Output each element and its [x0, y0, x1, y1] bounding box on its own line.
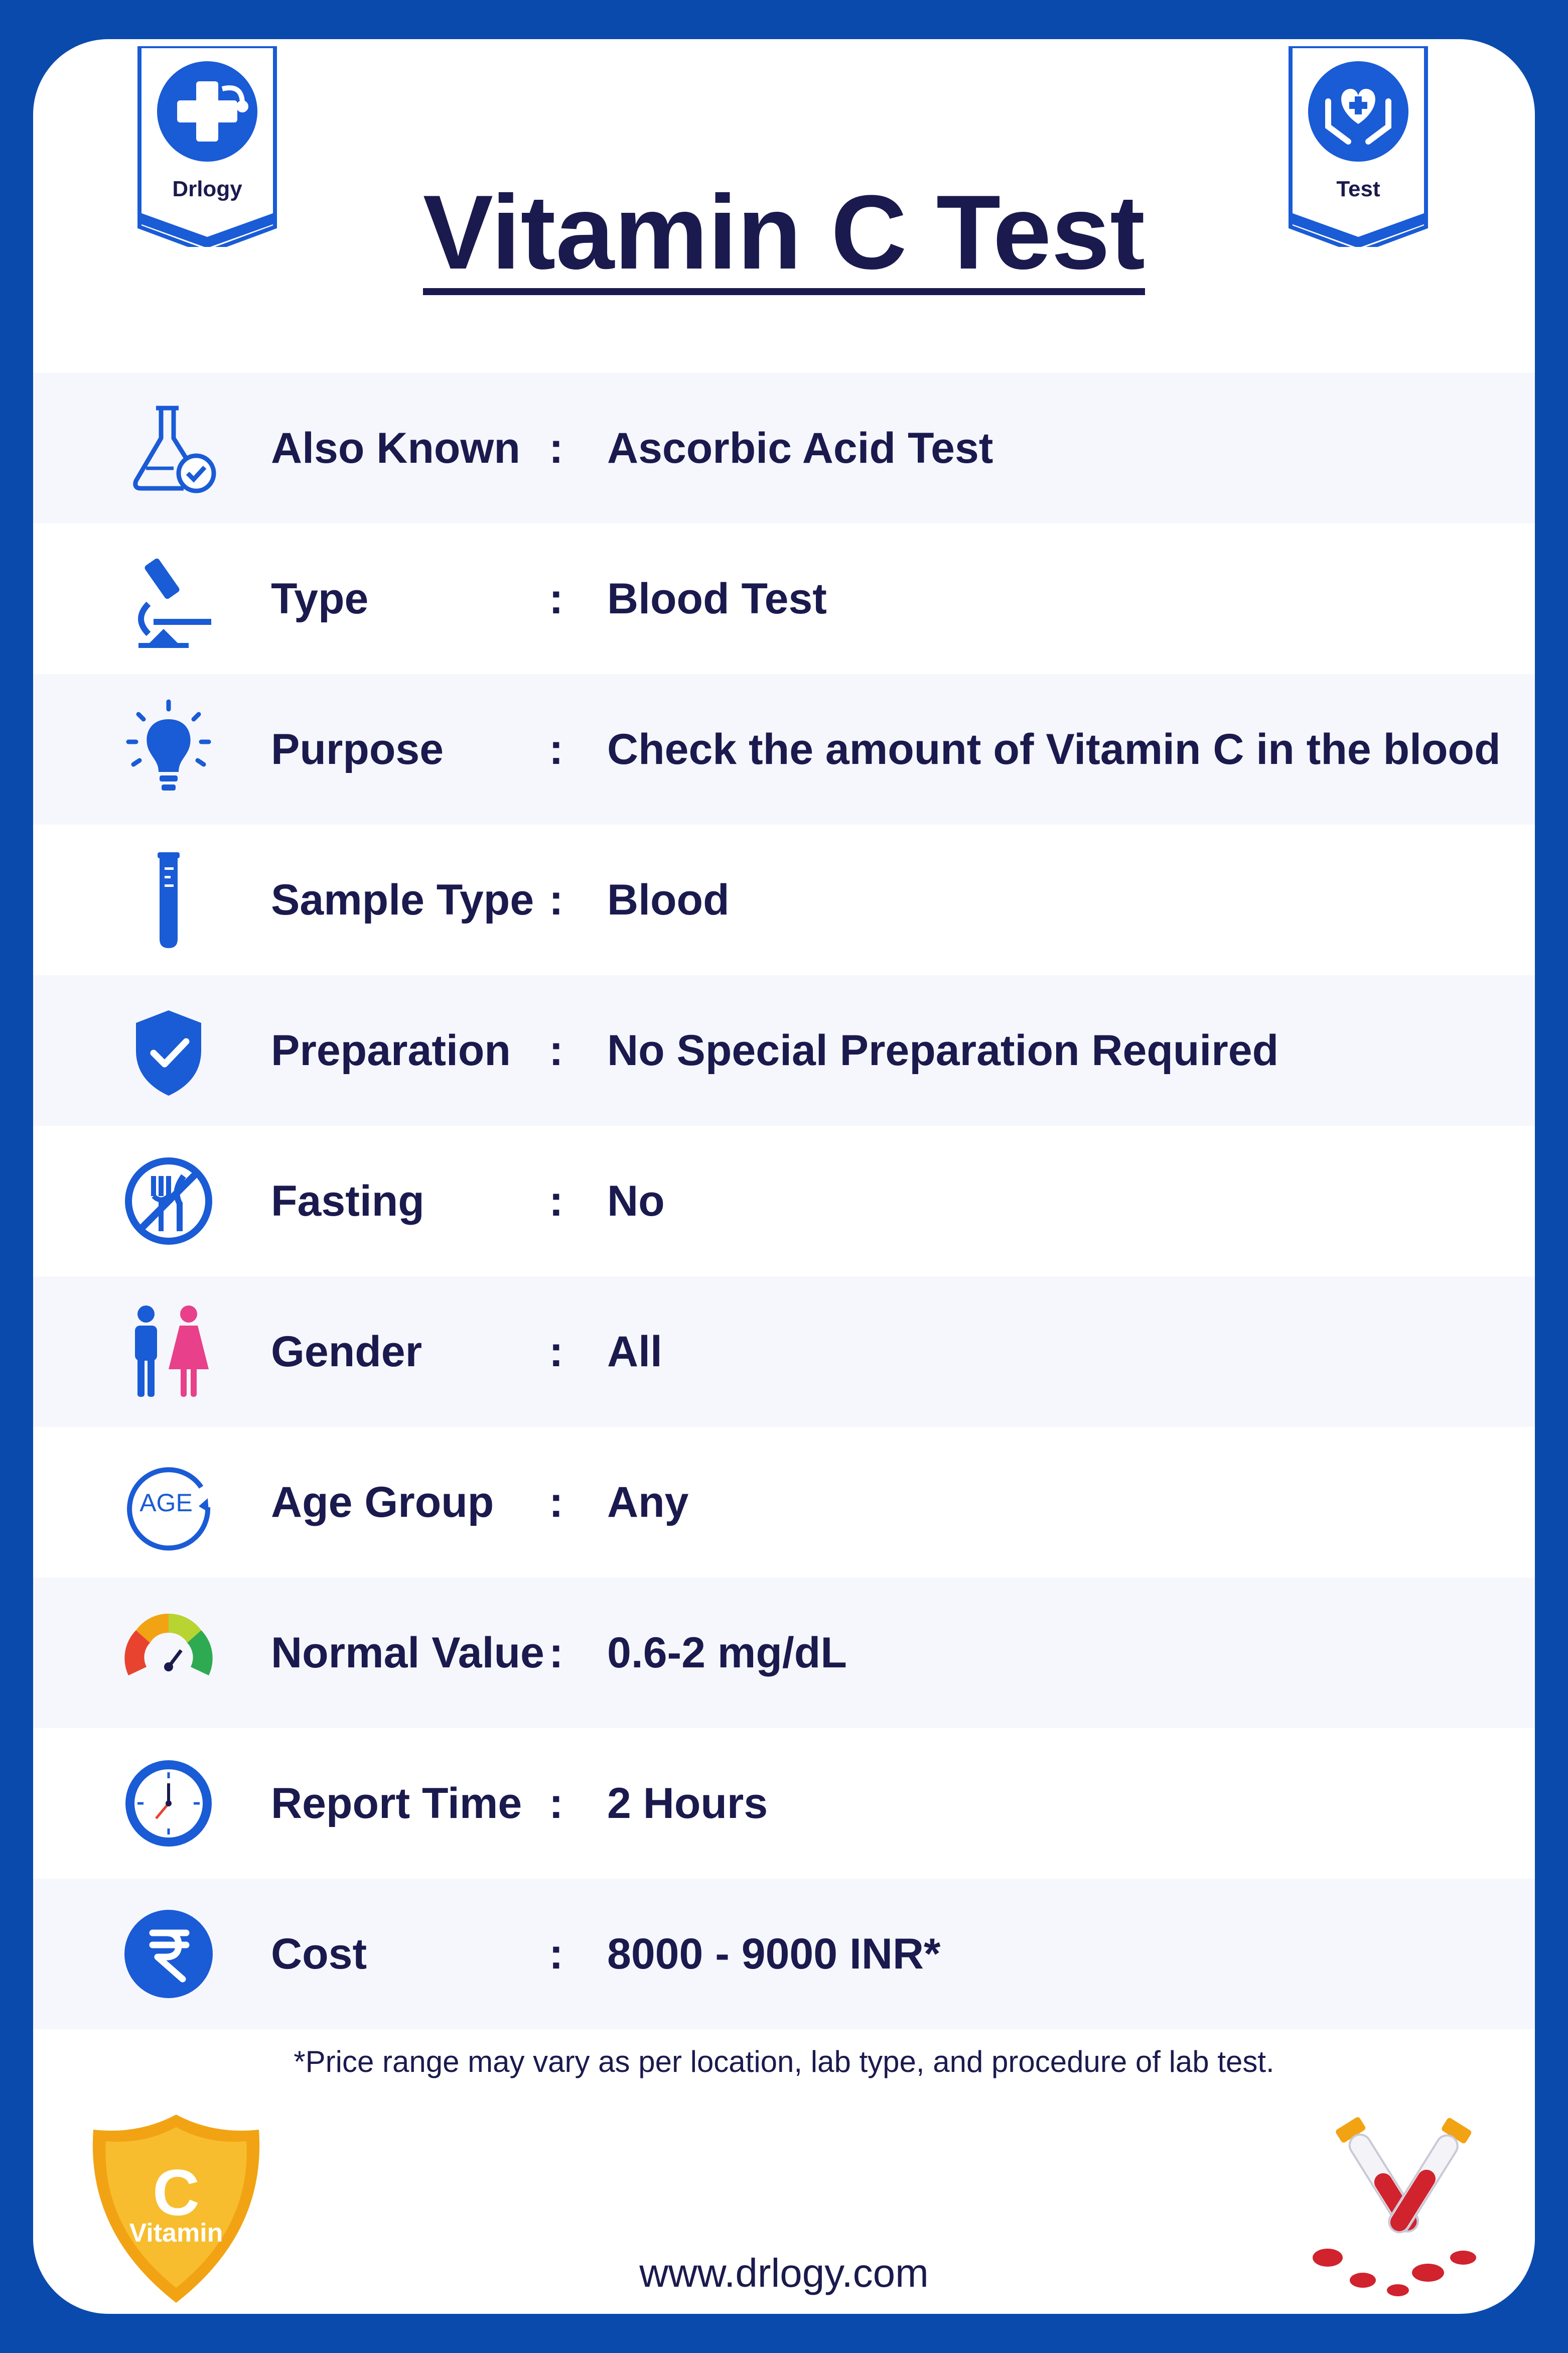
row-label: Preparation — [271, 1026, 511, 1075]
microscope-icon — [118, 549, 219, 649]
age-icon-text: AGE — [139, 1489, 193, 1517]
shield-check-icon — [118, 1000, 219, 1101]
row-value: 8000 - 9000 INR* — [607, 1930, 941, 1978]
row-colon: : — [549, 1629, 563, 1677]
row-also-known — [33, 373, 1535, 524]
shield-letter: C — [153, 2156, 200, 2229]
row-colon: : — [549, 575, 563, 623]
info-card — [33, 39, 1535, 2314]
price-footnote: *Price range may vary as per location, lab type, and procedure of lab test. — [294, 2045, 1274, 2078]
flask-check-icon — [118, 398, 219, 498]
row-colon: : — [549, 1478, 563, 1526]
row-label: Also Known — [271, 424, 520, 472]
row-sample-type — [33, 825, 1535, 975]
row-value: Ascorbic Acid Test — [607, 424, 993, 472]
row-preparation — [33, 975, 1535, 1126]
clock-icon — [118, 1753, 219, 1854]
row-purpose — [33, 674, 1535, 825]
row-type — [33, 524, 1535, 674]
row-value: No Special Preparation Required — [607, 1026, 1279, 1075]
row-cost — [33, 1879, 1535, 2029]
gauge-icon — [118, 1603, 219, 1703]
row-value: Check the amount of Vitamin C in the blood — [607, 725, 1501, 773]
row-value: 0.6-2 mg/dL — [607, 1629, 847, 1677]
badge-left-label: Drlogy — [172, 177, 242, 201]
row-label: Type — [271, 575, 369, 623]
row-label: Gender — [271, 1328, 422, 1376]
row-label: Age Group — [271, 1478, 494, 1526]
website-link[interactable]: www.drlogy.com — [639, 2251, 929, 2295]
row-label: Report Time — [271, 1779, 522, 1827]
info-rows — [33, 373, 1535, 2029]
row-colon: : — [549, 1779, 563, 1827]
row-colon: : — [549, 876, 563, 924]
row-label: Cost — [271, 1930, 367, 1978]
test-tube-icon — [118, 850, 219, 950]
row-label: Fasting — [271, 1177, 424, 1225]
row-colon: : — [549, 1328, 563, 1376]
row-value: Blood — [607, 876, 730, 924]
rupee-icon — [118, 1904, 219, 2004]
row-report-time — [33, 1728, 1535, 1879]
page-title — [33, 173, 1535, 295]
male-female-icon — [118, 1301, 219, 1402]
row-colon: : — [549, 1026, 563, 1075]
row-gender — [33, 1276, 1535, 1427]
row-normal-value — [33, 1578, 1535, 1728]
shield-word: Vitamin — [129, 2218, 223, 2248]
row-value: No — [607, 1177, 665, 1225]
blood-tubes-icon — [1298, 2107, 1508, 2308]
page-title-text: Vitamin C Test — [423, 180, 1145, 295]
badge-right-label: Test — [1336, 177, 1380, 201]
row-colon: : — [549, 424, 563, 472]
row-label: Purpose — [271, 725, 444, 773]
row-age-group — [33, 1427, 1535, 1578]
row-label: Normal Value — [271, 1629, 544, 1677]
row-label: Sample Type — [271, 876, 534, 924]
row-colon: : — [549, 725, 563, 773]
row-colon: : — [549, 1177, 563, 1225]
age-icon — [118, 1452, 219, 1552]
no-fork-knife-icon — [118, 1151, 219, 1251]
row-value: 2 Hours — [607, 1779, 768, 1827]
row-value: Blood Test — [607, 575, 827, 623]
row-colon: : — [549, 1930, 563, 1978]
row-value: All — [607, 1328, 662, 1376]
lightbulb-icon — [118, 699, 219, 800]
row-value: Any — [607, 1478, 689, 1526]
row-fasting — [33, 1126, 1535, 1276]
